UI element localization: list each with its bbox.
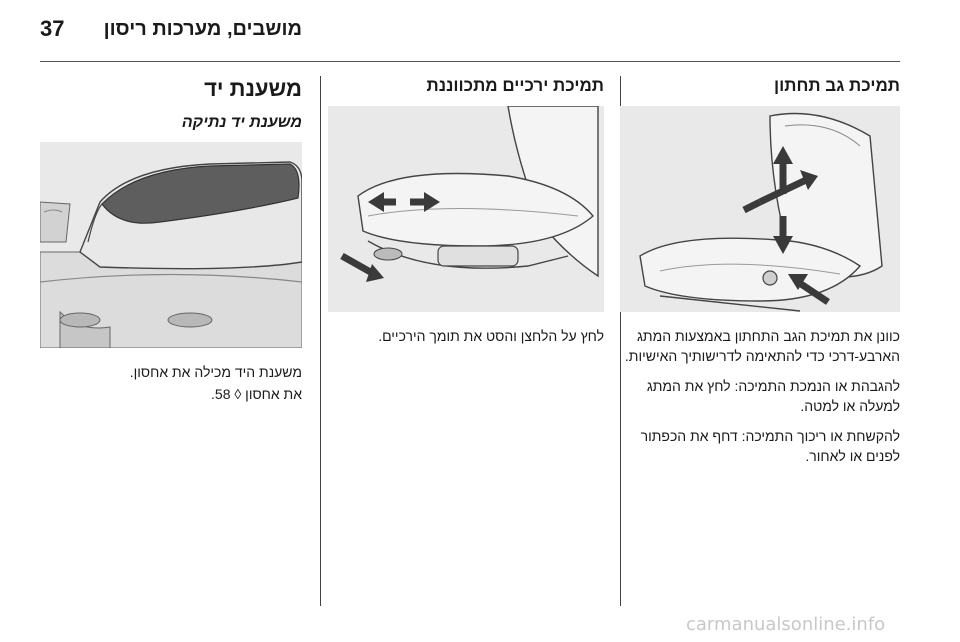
watermark: carmanualsonline.info — [686, 614, 886, 635]
armrest-section — [40, 76, 302, 414]
paragraph: משענת היד מכילה את אחסון. — [129, 364, 302, 380]
section-title: משענת יד — [204, 76, 302, 101]
thigh-support-illustration — [328, 106, 604, 312]
section-heading: תמיכת גב תחתון — [774, 76, 900, 95]
column-divider — [320, 76, 321, 606]
subsection-heading: משענת יד נתיקה — [181, 114, 302, 131]
cross-reference[interactable]: את אחסון ◊ 58. — [211, 386, 302, 402]
running-head: מושבים, מערכות ריסון — [103, 18, 302, 40]
armrest-instructions — [40, 362, 302, 404]
armrest-illustration — [40, 142, 302, 348]
lumbar-seat-illustration — [620, 106, 900, 312]
page-number: 37 — [40, 16, 65, 41]
paragraph: לחץ על הלחצן והסט את תומך הירכיים. — [378, 328, 604, 344]
section-heading: תמיכת ירכיים מתכווננת — [426, 76, 604, 95]
lumbar-support-section — [620, 76, 900, 476]
lumbar-seat-drawing — [620, 106, 900, 312]
paragraph: להקשחת או ריכוך התמיכה: דחף את הכפתור לפנים או לאחור. — [640, 428, 900, 464]
thigh-instructions — [328, 326, 604, 346]
armrest-drawing — [40, 142, 302, 348]
paragraph: כוונן את תמיכת הגב התחתון באמצעות המתג הארבע-דרכי כדי להתאימה לדרישותיך האישיות. — [624, 328, 900, 364]
thigh-support-section — [328, 76, 604, 356]
lumbar-instructions — [620, 326, 900, 466]
paragraph: להגבהת או הנמכת התמיכה: לחץ את המתג למעלה או למטה. — [646, 378, 900, 414]
header-rule — [40, 61, 900, 62]
thigh-support-drawing — [328, 106, 604, 312]
